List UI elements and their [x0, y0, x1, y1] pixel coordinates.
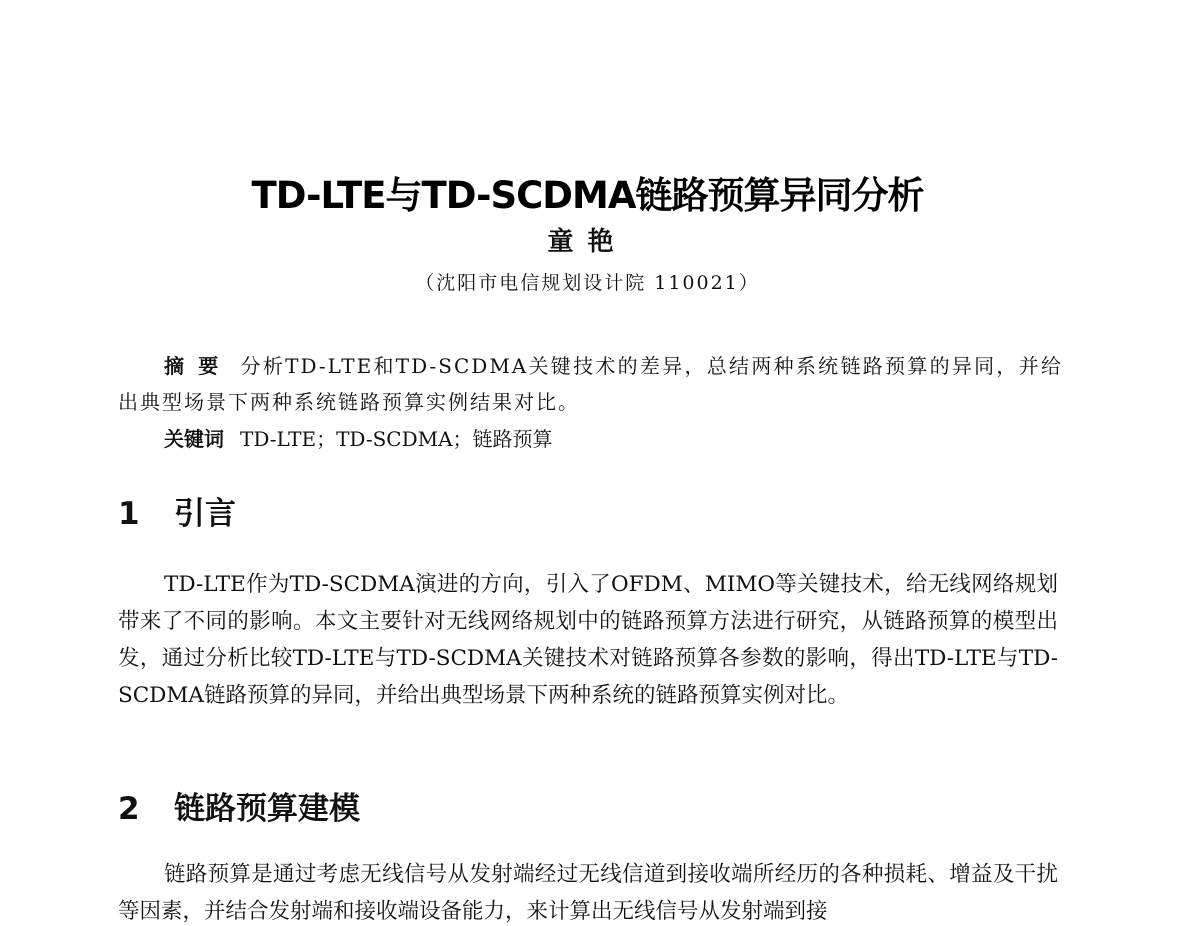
section-number: 2: [118, 791, 140, 827]
keywords: [164, 421, 1064, 457]
introduction-paragraph: TD-LTE作为TD-SCDMA演进的方向，引入了OFDM、MIMO等关键技术，给无线网络规划带来了不同的影响。本文主要针对无线网络规划中的链路预算方法进行研究，从链路预算的模型出发，通过分析比较TD-LTE与TD-SCDMA关键技术对链路预算各参数的影响，得出TD-LTE与TD-SCDMA链路预算的异同，并给出典型场景下两种系统的链路预算实例对比。: [118, 572, 1058, 708]
section-title: 引言: [174, 496, 236, 532]
abstract-text: 分析TD-LTE和TD-SCDMA关键技术的差异，总结两种系统链路预算的异同，并给出典型场景下两种系统链路预算实例结果对比。: [118, 354, 1063, 414]
modeling-paragraph: 链路预算是通过考虑无线信号从发射端经过无线信道到接收端所经历的各种损耗、增益及干扰等因素，并结合发射端和接收端设备能力，来计算出无线信号从发射端到接: [118, 862, 1058, 924]
section-title: 链路预算建模: [174, 791, 360, 827]
author-affiliation: （沈阳市电信规划设计院 110021）: [415, 272, 760, 294]
keywords-text: TD-LTE；TD-SCDMA；链路预算: [240, 427, 553, 451]
keywords-label: 关键词: [164, 427, 224, 451]
abstract: [118, 348, 1063, 420]
abstract-label: 摘要: [164, 354, 233, 378]
section-heading-link-budget-modeling: [118, 787, 360, 831]
section-heading-introduction: [118, 492, 236, 536]
section-number: 1: [118, 496, 140, 532]
paper-title: TD-LTE与TD-SCDMA链路预算异同分析: [251, 174, 924, 217]
paper-author: 童艳: [547, 227, 628, 257]
